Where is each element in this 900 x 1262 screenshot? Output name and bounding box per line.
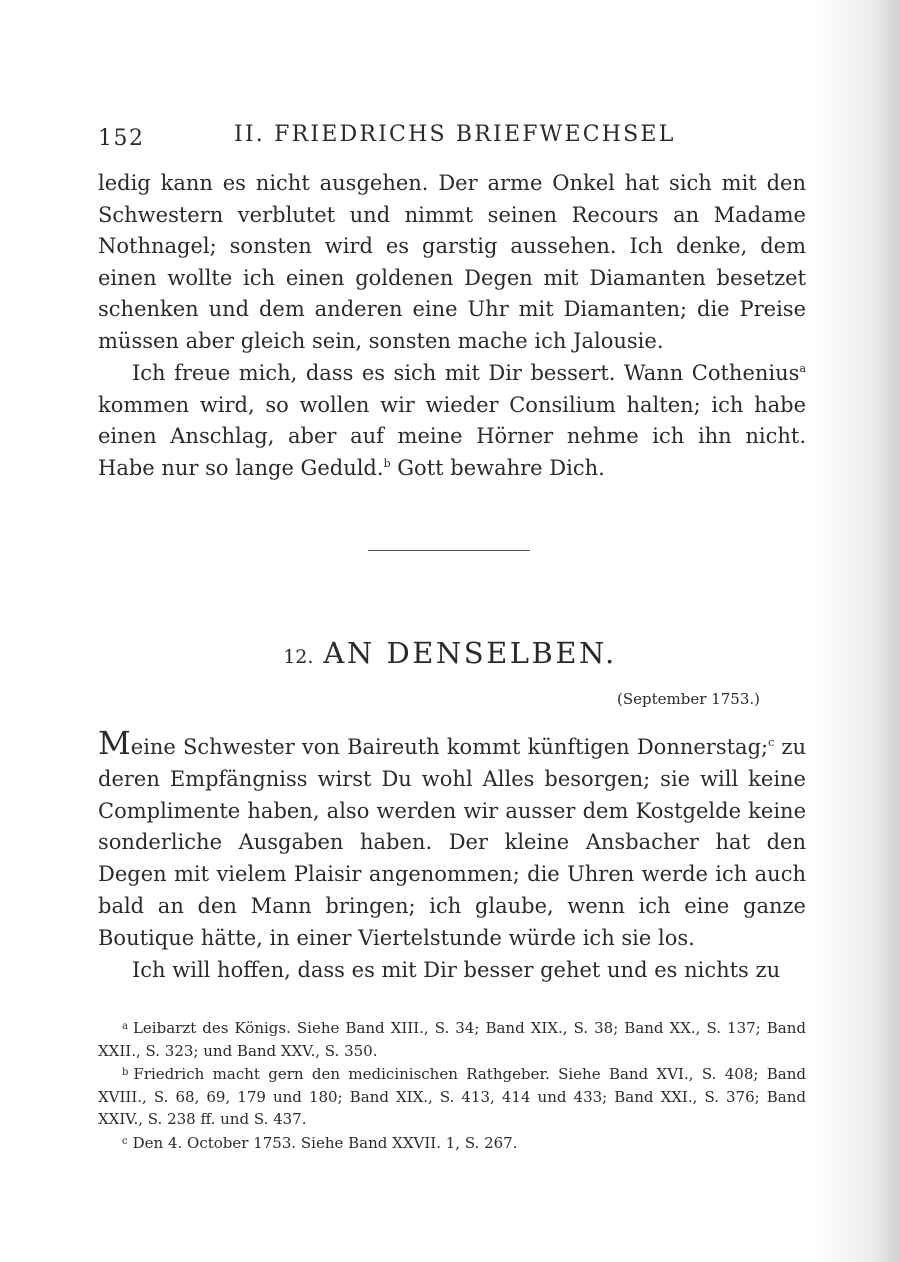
footnote-ref-b[interactable]: b: [383, 456, 391, 470]
continued-paragraph: [98, 168, 806, 357]
running-title: II. FRIEDRICHS BRIEFWECHSEL: [234, 122, 676, 147]
section-divider: [368, 550, 530, 551]
drop-cap: M: [98, 724, 131, 762]
paragraph-2-part-b: kommen wird, so wollen wir wieder Consilium halten; ich habe einen Anschlag, aber auf meine Hörner nehme ich ihn nicht. Habe nur so lange Geduld.: [98, 392, 806, 480]
footnote-a: [98, 1016, 806, 1062]
letter-paragraph-1-part-a: eine Schwester von Baireuth kommt künftigen Donnerstag;: [130, 735, 769, 759]
footnote-ref-c[interactable]: c: [768, 736, 775, 749]
footnote-text: Friedrich macht gern den medicinischen Rathgeber. Siehe Band XVI., S. 408; Band XVIII., S. 68, 69, 179 und 180; Band XIX., S. 413, 414 und 433; Band XXI., S. 376; Band XXIV., S. 238 ff. und S. 437.: [98, 1065, 806, 1128]
footnote-c: [98, 1131, 806, 1155]
letter-paragraph-1-part-b: zu deren Empfängniss wirst Du wohl Alles besorgen; sie will keine Complimente haben, also werden wir ausser dem Kostgelde keine sonderliche Ausgaben haben. Der kleine Ansbacher hat den Degen mit vielem Plaisir angenommen; die Uhren werde ich auch bald an den Mann bringen; ich glaube, wenn ich eine ganze Boutique hätte, in einer Viertelstunde würde ich sie los.: [98, 735, 806, 950]
footnote-mark: a: [122, 1021, 128, 1032]
letter-body: [98, 724, 806, 986]
letter-paragraph-2: Ich will hoffen, dass es mit Dir besser gehet und es nichts zu: [132, 957, 781, 982]
letter-paragraph-1: [98, 724, 806, 955]
section-number: 12.: [283, 646, 314, 668]
footnote-mark: c: [122, 1135, 128, 1147]
paragraph-2-block: [98, 358, 806, 484]
footnotes: [98, 1016, 806, 1154]
footnote-text: Leibarzt des Königs. Siehe Band XIII., S. 34; Band XIX., S. 38; Band XX., S. 137; Band XXII., S. 323; und Band XXV., S. 350.: [98, 1019, 806, 1060]
footnote-mark: b: [122, 1067, 129, 1078]
letter-date: (September 1753.): [617, 690, 760, 708]
footnote-b: [98, 1062, 806, 1131]
paragraph-2-part-a: Ich freue mich, dass es sich mit Dir bessert. Wann Cothenius: [132, 361, 800, 385]
section-title: AN DENSELBEN.: [323, 636, 617, 670]
paragraph-1: ledig kann es nicht ausgehen. Der arme Onkel hat sich mit den Schwestern verblutet und nimmt seinen Recours an Madame Nothnagel; sonsten wird es garstig aussehen. Ich denke, dem einen wollte ich einen goldenen Degen mit Diamanten besetzet schenken und dem anderen eine Uhr mit Diamanten; die Preise müssen aber gleich sein, sonsten mache ich Jalousie.: [98, 171, 806, 353]
footnote-ref-a[interactable]: a: [799, 362, 806, 375]
running-header: [98, 122, 788, 156]
page-edge-shadow: [810, 0, 900, 1262]
paragraph-2-part-c: Gott bewahre Dich.: [390, 455, 605, 480]
page-number: 152: [98, 126, 145, 151]
footnote-text: Den 4. October 1753. Siehe Band XXVII. 1, S. 267.: [132, 1133, 518, 1152]
section-heading: [0, 636, 900, 670]
paragraph-2: [98, 358, 806, 484]
